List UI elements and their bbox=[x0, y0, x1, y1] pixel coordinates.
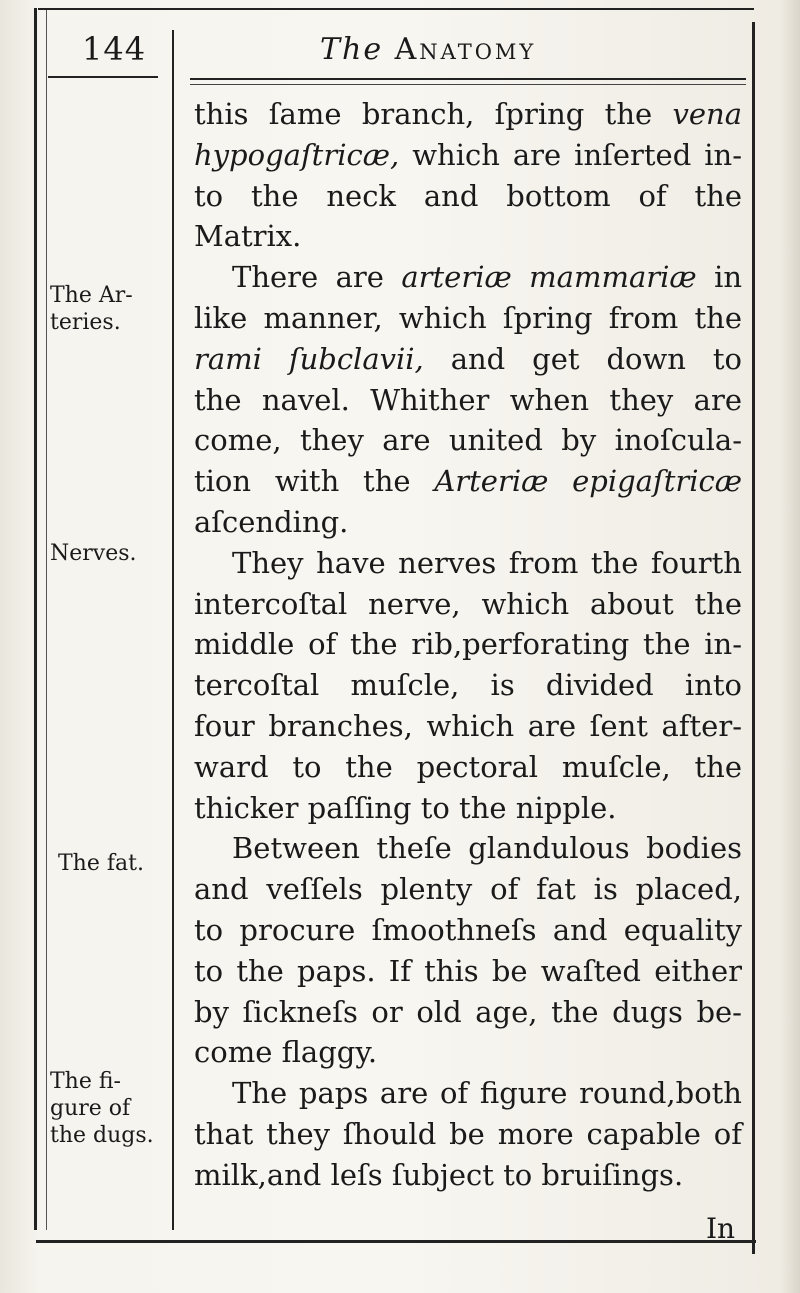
catchword: In bbox=[706, 1212, 736, 1245]
text-line: ward to the pectoral muſcle, the bbox=[194, 749, 742, 784]
text-line: tion with the Arteriæ epigaſtricæ bbox=[194, 464, 742, 499]
text-line: Matrix. bbox=[194, 219, 302, 254]
text-line: There are arteriæ mammariæ in bbox=[232, 260, 743, 295]
text-line: the navel. Whither when they are bbox=[194, 382, 742, 417]
text-line: that they ſhould be more capable of bbox=[194, 1116, 742, 1151]
text-line: Between theſe glandulous bodies bbox=[232, 831, 742, 866]
margin-note-fat bbox=[58, 850, 178, 877]
bottom-rule bbox=[36, 1240, 756, 1243]
margin-note-line: gure of bbox=[50, 1096, 131, 1121]
running-head-title: Anatomy bbox=[394, 32, 537, 67]
top-rule bbox=[38, 8, 754, 10]
margin-note-nerves bbox=[50, 540, 170, 567]
text-line: intercoſtal nerve, which about the bbox=[194, 586, 742, 621]
text-line: this ſame branch, ſpring the vena bbox=[194, 97, 743, 131]
text-line: milk,and leſs ſubject to bruiſings. bbox=[194, 1157, 684, 1192]
margin-note-line: The fat. bbox=[58, 851, 144, 876]
text-line: come, they are united by inoſcula- bbox=[194, 423, 742, 458]
text-line: to the neck and bottom of the bbox=[194, 178, 742, 213]
text-line: hypogaſtricæ, which are inſerted in- bbox=[194, 137, 743, 172]
text-line: They have nerves from the fourth bbox=[232, 545, 742, 580]
margin-note-line: The Ar- bbox=[50, 283, 133, 308]
text-line: to the paps. If this be waſted either bbox=[194, 953, 742, 988]
text-line: aſcending. bbox=[194, 504, 349, 539]
text-line: rami ſubclavii, and get down to bbox=[194, 341, 743, 376]
margin-note-line: Nerves. bbox=[50, 541, 137, 566]
left-inner-rule bbox=[46, 8, 47, 1230]
text-line: to procure ſmoothneſs and equality bbox=[194, 912, 742, 947]
margin-note-line: the dugs. bbox=[50, 1123, 154, 1148]
text-line: by ſickneſs or old age, the dugs be- bbox=[194, 994, 742, 1029]
text-line: The paps are of figure round,both bbox=[232, 1076, 742, 1111]
running-head-article: The bbox=[320, 32, 384, 67]
page-number-rule bbox=[48, 76, 158, 78]
running-head-rule-thin bbox=[190, 84, 746, 85]
page-number: 144 bbox=[82, 30, 147, 68]
body-text bbox=[194, 94, 742, 1196]
left-outer-rule bbox=[34, 8, 37, 1230]
right-rule bbox=[752, 22, 755, 1254]
running-head-rule bbox=[190, 78, 746, 80]
text-line: come flaggy. bbox=[194, 1035, 378, 1070]
margin-note-line: The fi- bbox=[50, 1069, 121, 1094]
running-head bbox=[320, 32, 536, 67]
margin-note-arteries bbox=[50, 282, 170, 336]
text-line: middle of the rib,perforating the in- bbox=[194, 627, 742, 662]
text-line: thicker paſſing to the nipple. bbox=[194, 790, 617, 825]
margin-note-line: teries. bbox=[50, 310, 121, 335]
margin-note-figure bbox=[50, 1068, 170, 1149]
text-line: tercoſtal muſcle, is divided into bbox=[194, 668, 742, 703]
text-line: like manner, which ſpring from the bbox=[194, 300, 742, 335]
text-line: and veſſels plenty of fat is placed, bbox=[194, 872, 742, 907]
text-line: four branches, which are ſent after- bbox=[194, 708, 742, 743]
gutter-rule bbox=[172, 30, 174, 1230]
